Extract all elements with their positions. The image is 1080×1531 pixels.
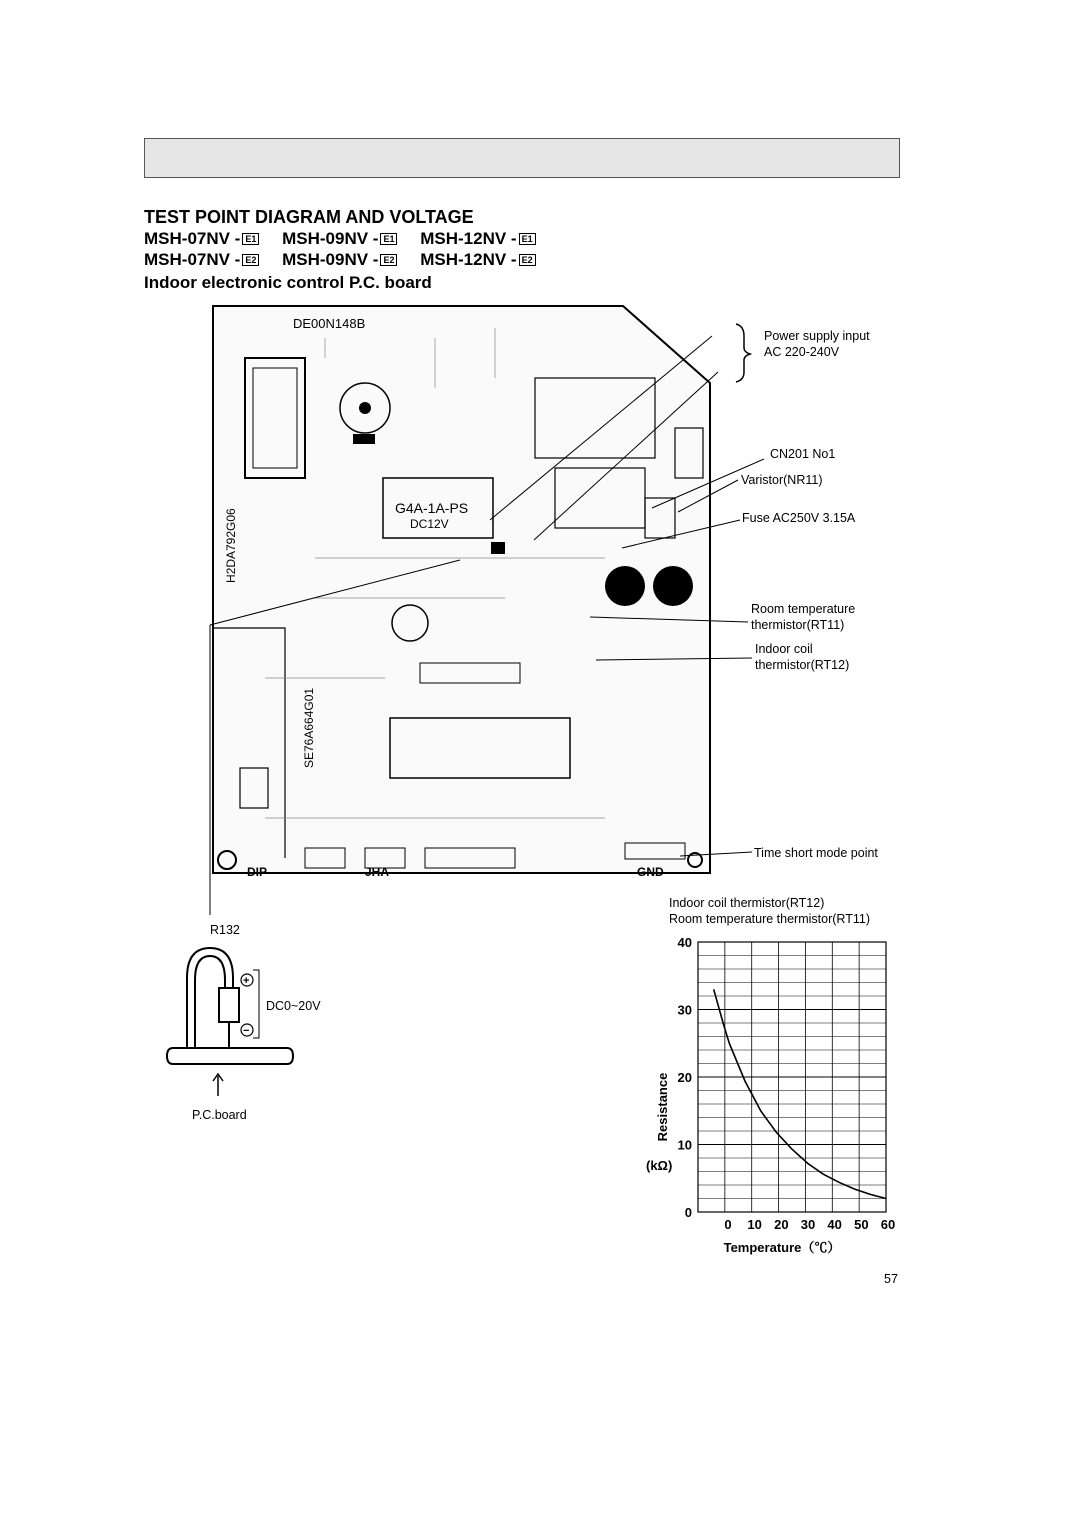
board-part-no: H2DA792G06 <box>224 508 238 583</box>
connector-label: DIP <box>247 865 268 879</box>
y-axis-label: Resistance <box>655 1072 670 1142</box>
model-item <box>282 250 397 270</box>
series-line <box>714 989 886 1198</box>
board-title: Indoor electronic control P.C. board <box>144 273 432 292</box>
callout-cn201: CN201 No1 <box>770 447 836 461</box>
inset-board-label: P.C.board <box>192 1108 247 1122</box>
callout-indoor-coil-id: thermistor(RT12) <box>755 658 850 672</box>
callout-varistor: Varistor(NR11) <box>741 473 823 487</box>
y-tick-label: 30 <box>677 1002 692 1018</box>
chart-grid <box>698 942 886 1212</box>
model-name: MSH-12NV - <box>420 250 517 269</box>
callout-room-temp: Room temperature <box>751 602 856 616</box>
callout-power-supply-voltage: AC 220-240V <box>764 345 840 359</box>
resistance-temperature-chart <box>640 928 900 1258</box>
callout-power-supply: Power supply input <box>764 329 870 343</box>
model-suffix: E2 <box>380 254 397 266</box>
relay-label: G4A-1A-PS <box>395 500 469 516</box>
section-header-bar <box>144 138 900 178</box>
model-name: MSH-07NV - <box>144 250 241 269</box>
inset-resistor-label: R132 <box>210 923 240 937</box>
resistor-body <box>219 988 239 1022</box>
model-suffix: E2 <box>519 254 536 266</box>
mounting-hole <box>605 566 645 606</box>
x-tick-label: 60 <box>880 1217 896 1232</box>
models-row-2 <box>144 250 554 270</box>
model-suffix: E1 <box>242 233 259 245</box>
model-item <box>144 250 259 270</box>
y-tick-label: 40 <box>677 935 692 950</box>
callout-time-short: Time short mode point <box>754 846 878 860</box>
mounting-hole <box>653 566 693 606</box>
models-row-1 <box>144 229 554 249</box>
model-item <box>144 229 259 249</box>
y-tick-labels <box>678 935 692 1220</box>
y-tick-label: 10 <box>677 1137 692 1153</box>
chart-legend-line-2: Room temperature thermistor(RT11) <box>669 912 870 926</box>
model-item <box>420 229 535 249</box>
x-tick-labels <box>724 1217 895 1232</box>
model-name: MSH-12NV - <box>420 229 517 248</box>
model-name: MSH-09NV - <box>282 250 379 269</box>
x-tick-label: 50 <box>854 1217 869 1232</box>
y-tick-label: 20 <box>677 1070 692 1085</box>
model-name: MSH-07NV - <box>144 229 241 248</box>
y-axis-unit: (kΩ) <box>646 1158 673 1173</box>
section-title: TEST POINT DIAGRAM AND VOLTAGE <box>144 207 474 227</box>
callout-indoor-coil: Indoor coil <box>755 642 813 656</box>
board-no: SE76A664G01 <box>302 687 316 768</box>
pcb-board-diagram <box>205 298 725 888</box>
brace <box>736 324 750 382</box>
y-tick-label: 0 <box>684 1205 692 1220</box>
model-name: MSH-09NV - <box>282 229 379 248</box>
svg-text:+: + <box>243 975 250 987</box>
model-suffix: E2 <box>242 254 259 266</box>
x-tick-label: 10 <box>747 1217 762 1232</box>
svg-text:−: − <box>243 1025 250 1037</box>
inset-voltage: DC0~20V <box>266 999 321 1013</box>
x-axis-label: Temperature（℃） <box>723 1240 841 1255</box>
x-tick-label: 30 <box>800 1217 816 1232</box>
model-suffix: E1 <box>380 233 397 245</box>
chart-legend-line-1: Indoor coil thermistor(RT12) <box>669 896 825 910</box>
up-arrow-icon <box>210 1072 226 1098</box>
model-suffix: E1 <box>519 233 536 245</box>
callout-room-temp-id: thermistor(RT11) <box>751 618 845 632</box>
x-tick-label: 40 <box>827 1217 842 1232</box>
x-tick-label: 0 <box>724 1217 732 1232</box>
x-tick-label: 20 <box>774 1217 789 1232</box>
pcb-edge <box>167 1048 293 1064</box>
model-item <box>420 250 535 270</box>
page-number: 57 <box>884 1272 898 1286</box>
model-item <box>282 229 397 249</box>
connector-label: GND <box>637 865 664 879</box>
callout-fuse: Fuse AC250V 3.15A <box>742 511 856 525</box>
connector-label: JHA <box>365 865 390 879</box>
relay-voltage: DC12V <box>410 517 449 531</box>
board-model-code: DE00N148B <box>293 316 366 331</box>
